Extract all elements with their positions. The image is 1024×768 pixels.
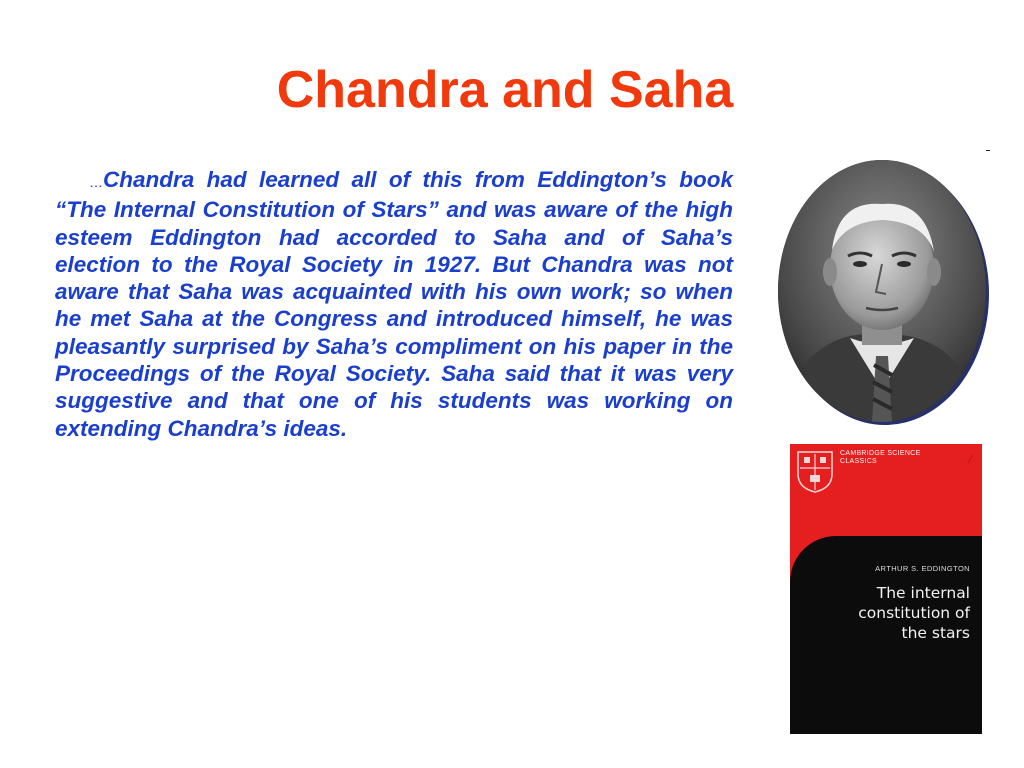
book-cover xyxy=(790,444,982,734)
body-paragraph xyxy=(55,166,733,442)
slide-title: Chandra and Saha xyxy=(276,61,734,119)
book-title xyxy=(820,583,970,643)
eddington-portrait xyxy=(778,160,986,422)
book-author: ARTHUR S. EDDINGTON xyxy=(875,564,970,573)
small-dash-mark xyxy=(986,150,990,151)
book-corner-mark: ⁄ xyxy=(969,452,972,466)
book-title-line: The internal xyxy=(876,584,970,602)
book-title-line: constitution of xyxy=(858,604,970,622)
cambridge-crest-icon xyxy=(796,450,834,494)
book-title-line: the stars xyxy=(901,624,970,642)
book-series: CAMBRIDGE SCIENCE CLASSICS xyxy=(840,450,921,465)
ellipsis: … xyxy=(89,174,103,190)
paragraph-text: Chandra had learned all of this from Eddington’s book “The Internal Constitution of Stars” and was aware of the high esteem Eddington had accorded to Saha and of Saha’s election to the Royal Society in 1927. But Chandra was not aware that Saha was acquainted with his own work; so when he met Saha at the Congress and introduced himself, he was pleasantly surprised by Saha’s compliment on his paper in the Proceedings of the Royal Society. Saha said that it was very suggestive and that one of his students was working on extending Chandra’s ideas. xyxy=(55,167,733,441)
